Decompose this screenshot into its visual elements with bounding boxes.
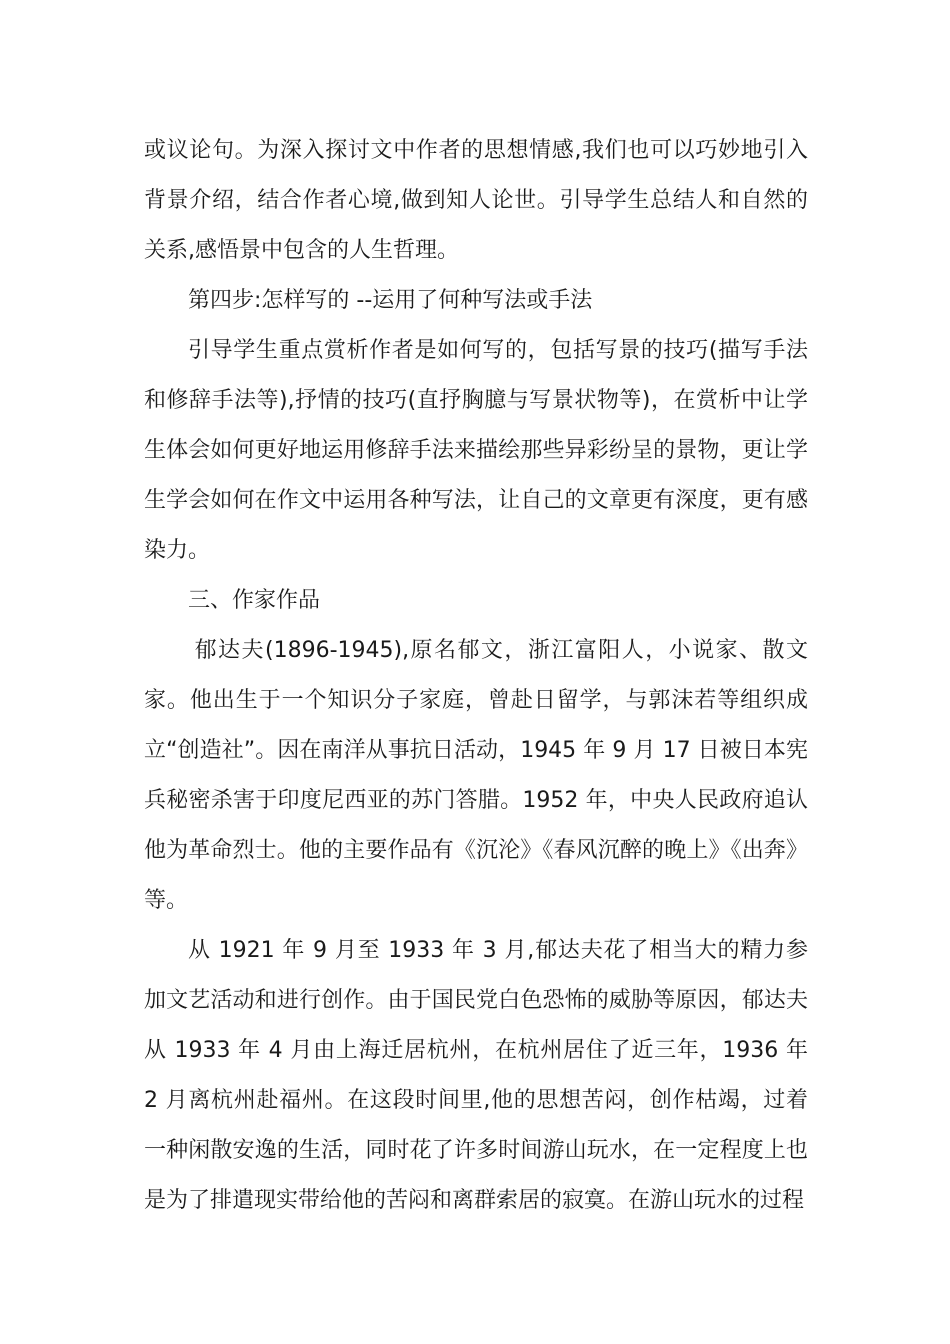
- section-heading-author-works: 三、作家作品: [188, 588, 321, 613]
- paragraph-continuation: 或议论句。为深入探讨文中作者的思想情感,我们也可以巧妙地引入背景介绍，结合作者心境,做到知人论世。引导学生总结人和自然的关系,感悟景中包含的人生哲理。: [144, 138, 808, 263]
- paragraph-author-life: 从 1921 年 9 月至 1933 年 3 月,郁达夫花了相当大的精力参加文艺活动和进行创作。由于国民党白色恐怖的威胁等原因，郁达夫从 1933 年 4 月由上海迁居杭州，在杭州居住了近三年，1936 年 2 月离杭州赴福州。在这段时间里,他的思想苦闷，创作枯竭，过着一种闲散安逸的生活，同时花了许多时间游山玩水，在一定程度上也是为了排遣现实带给他的苦闷和离群索居的寂寞。在游山玩水的过程: [144, 938, 808, 1213]
- paragraph-writing-techniques: 引导学生重点赏析作者是如何写的，包括写景的技巧(描写手法和修辞手法等),抒情的技巧(直抒胸臆与写景状物等)，在赏析中让学生体会如何更好地运用修辞手法来描绘那些异彩纷呈的景物，更让学生学会如何在作文中运用各种写法，让自己的文章更有深度，更有感染力。: [144, 338, 808, 563]
- document-body: [144, 126, 808, 1226]
- paragraph-author-bio: 郁达夫(1896-1945),原名郁文，浙江富阳人，小说家、散文家。他出生于一个知识分子家庭，曾赴日留学，与郭沫若等组织成立“创造社”。因在南洋从事抗日活动，1945 年 9 月 17 日被日本宪兵秘密杀害于印度尼西亚的苏门答腊。1952 年，中央人民政府追认他为革命烈士。他的主要作品有《沉沦》《春风沉醉的晚上》《出奔》等。: [144, 638, 808, 913]
- paragraph-step-four-heading: 第四步:怎样写的 --运用了何种写法或手法: [188, 288, 593, 313]
